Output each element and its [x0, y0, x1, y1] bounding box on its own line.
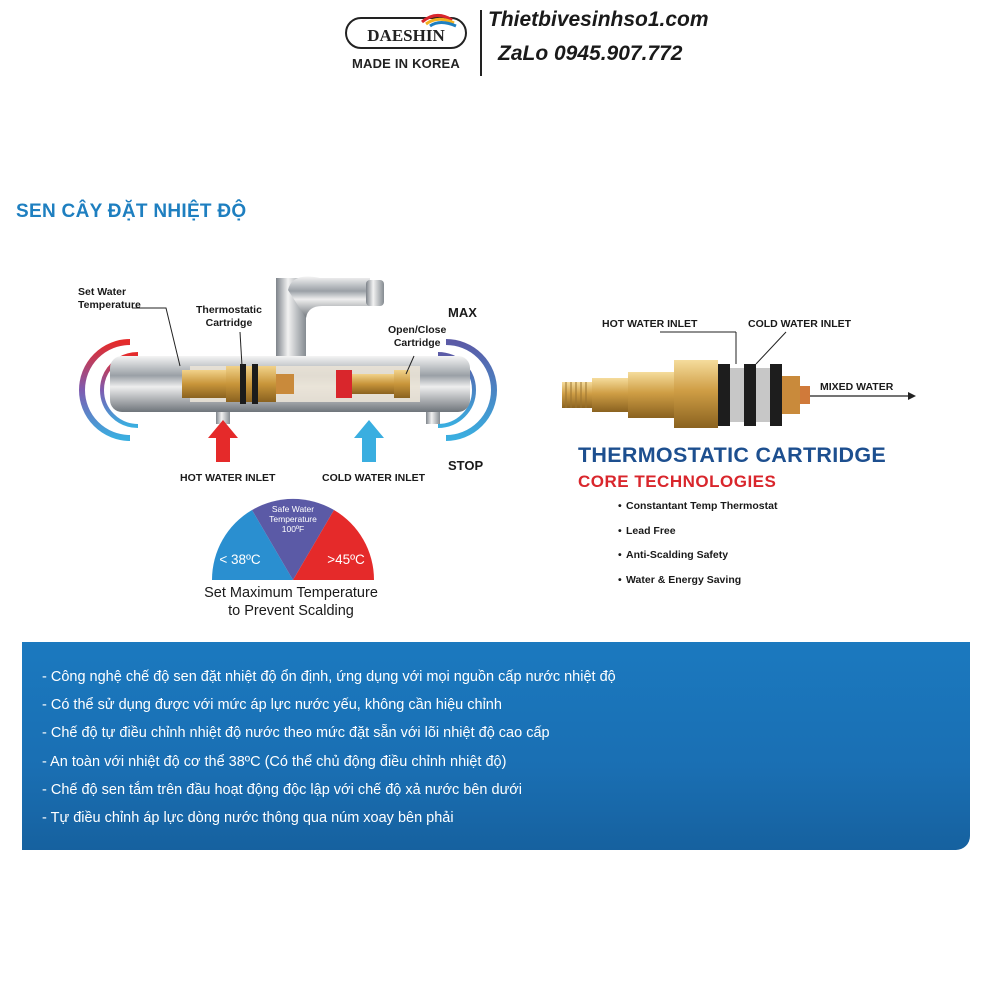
list-item: - Tự điều chỉnh áp lực dòng nước thông qua núm xoay bên phải	[42, 809, 454, 826]
label-open-close-cartridge: Open/Close Cartridge	[388, 324, 447, 349]
gauge-safe-label-1: Safe Water	[271, 504, 315, 514]
list-item: • Water & Energy Saving	[626, 574, 777, 599]
label-thermostatic-cartridge: Thermostatic Cartridge	[196, 304, 262, 329]
label-cartridge-cold-water-inlet: COLD WATER INLET	[748, 318, 852, 330]
list-item: - Có thể sử dụng được với mức áp lực nước yếu, không cần hiệu chỉnh	[42, 697, 502, 714]
daeshin-logo	[344, 12, 468, 50]
made-in-label: MADE IN KOREA	[351, 56, 461, 71]
list-item: - Công nghệ chế độ sen đặt nhiệt độ ổn định, ứng dụng với mọi nguồn cấp nước nhiệt độ	[42, 669, 616, 685]
label-hot-water-inlet: HOT WATER INLET	[180, 472, 276, 484]
list-item: • Lead Free	[626, 525, 777, 550]
gauge-high-label: >45ºC	[327, 552, 365, 567]
list-item: - Chế độ tự điều chỉnh nhiệt độ nước theo mức đặt sẵn với lõi nhiệt độ cao cấp	[42, 725, 550, 742]
zalo-contact[interactable]: ZaLo 0945.907.772	[498, 42, 683, 65]
gauge-caption: Set Maximum Temperature to Prevent Scalding	[204, 585, 378, 619]
thermostatic-cartridge-diagram	[556, 330, 916, 430]
label-mixed-water: MIXED WATER	[820, 381, 894, 393]
gauge-safe-label-3: 100ºF	[281, 524, 305, 534]
gauge-safe-label-2: Temperature	[269, 514, 317, 524]
list-item: - Chế độ sen tắm trên đầu hoạt động độc lập với chế độ xả nước bên dưới	[42, 781, 523, 798]
section-title: SEN CÂY ĐẶT NHIỆT ĐỘ	[16, 201, 247, 222]
website-link[interactable]: Thietbivesinhso1.com	[488, 8, 709, 31]
label-max: MAX	[448, 305, 477, 320]
label-set-water-temperature: Set Water Temperature	[78, 286, 141, 311]
label-cartridge-hot-water-inlet: HOT WATER INLET	[602, 318, 698, 330]
temperature-gauge	[200, 498, 386, 582]
info-list	[42, 667, 616, 836]
gauge-low-label: < 38ºC	[219, 552, 261, 567]
feature-list	[626, 500, 777, 598]
list-item: - An toàn với nhiệt độ cơ thể 38ºC (Có thể chủ động điều chỉnh nhiệt độ)	[42, 753, 507, 770]
label-stop: STOP	[448, 458, 484, 473]
cartridge-subtitle: CORE TECHNOLOGIES	[578, 472, 777, 491]
cartridge-title: THERMOSTATIC CARTRIDGE	[578, 443, 886, 467]
list-item: • Constantant Temp Thermostat	[626, 500, 777, 525]
brand-text: DAESHIN	[367, 26, 445, 45]
label-cold-water-inlet: COLD WATER INLET	[322, 472, 426, 484]
list-item: • Anti-Scalding Safety	[626, 549, 777, 574]
header-divider	[480, 10, 482, 76]
